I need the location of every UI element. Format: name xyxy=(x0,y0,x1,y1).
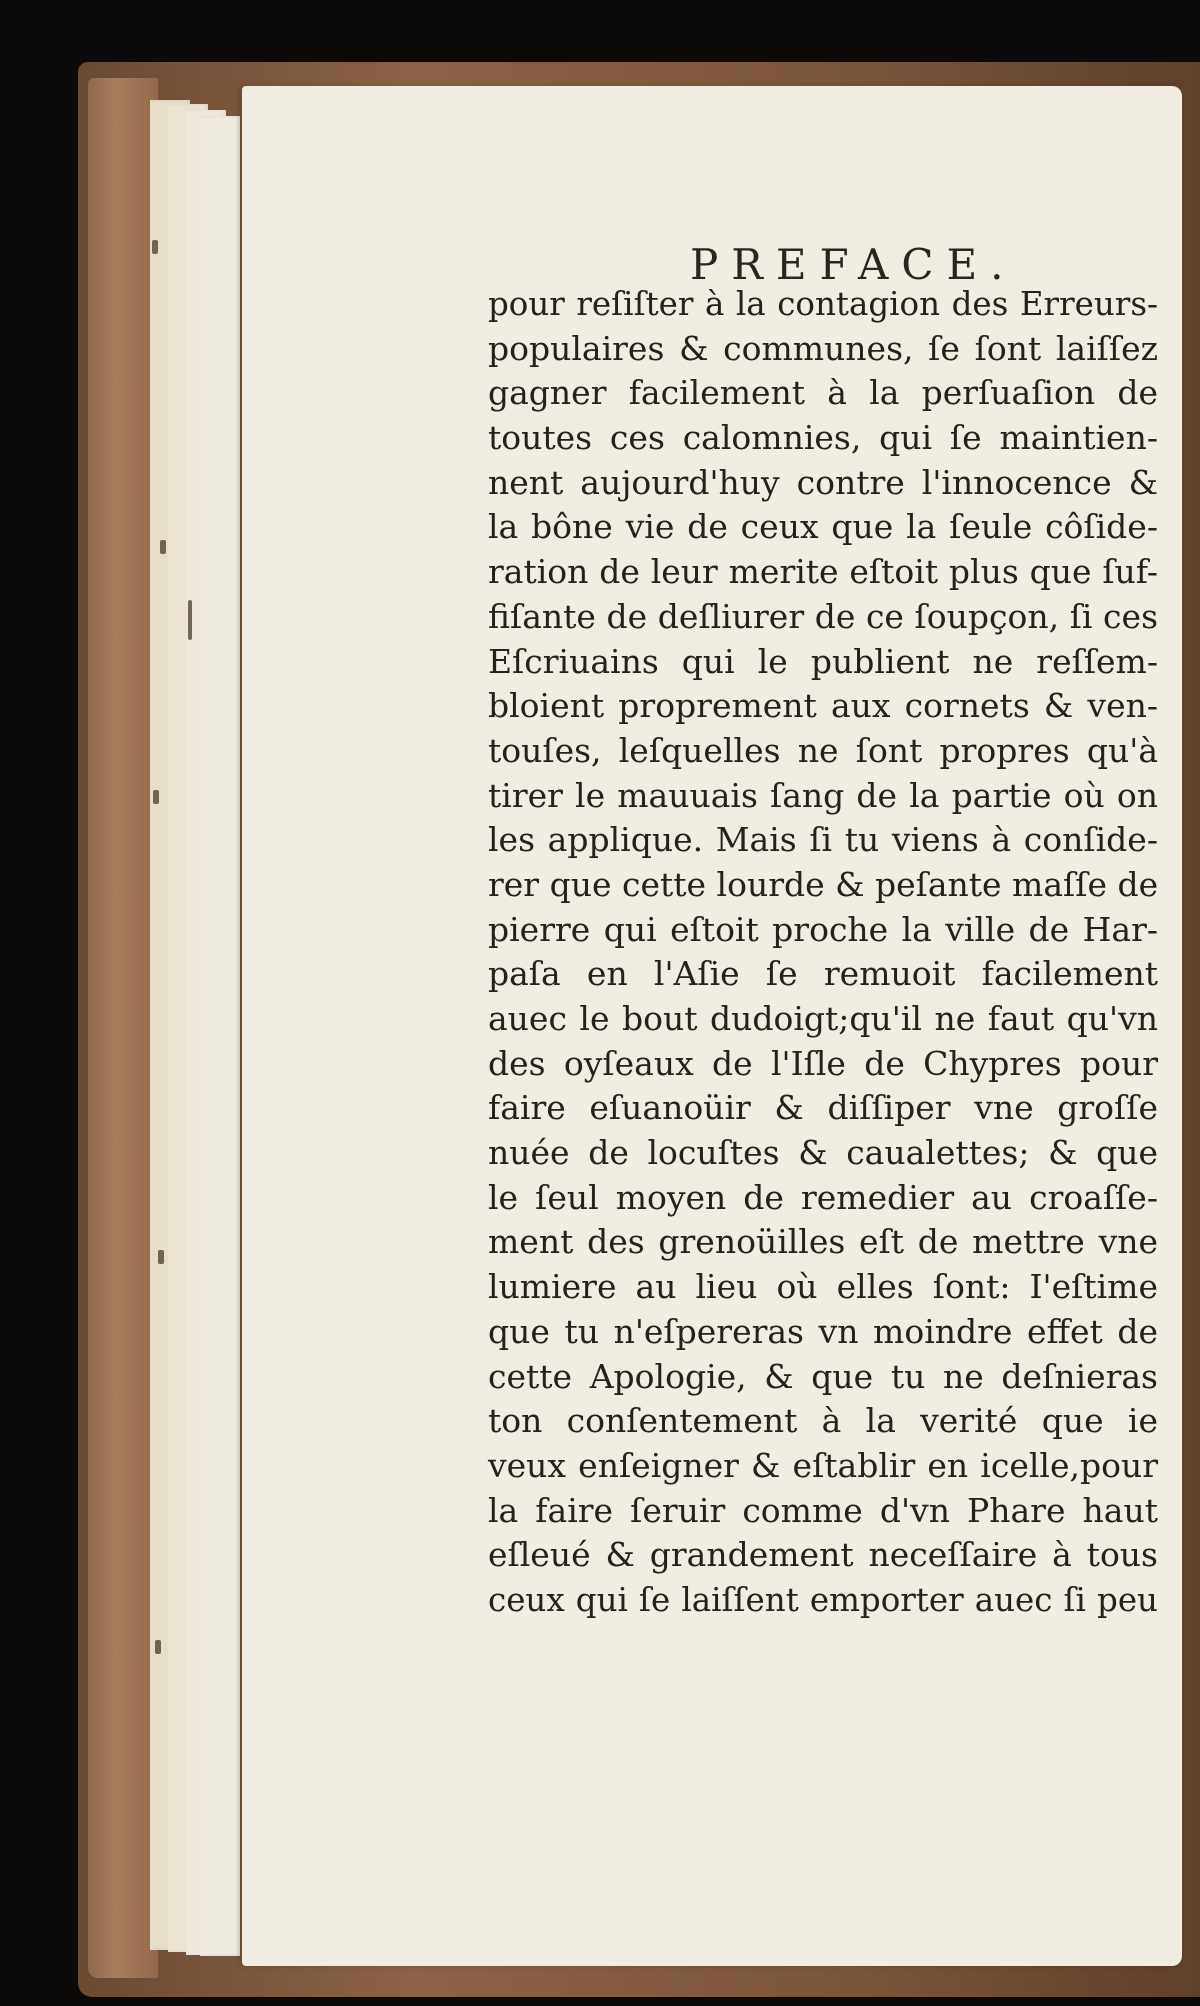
text-line: auec le bout dudoigt;qu'il ne faut qu'vn xyxy=(488,999,1158,1038)
text-line: ceux qui ſe laiſſent emporter auec ſi peu xyxy=(488,1580,1158,1619)
text-block xyxy=(488,282,1158,1623)
cover-board-edge xyxy=(88,78,158,1978)
text-line: pierre qui eſtoit proche la ville de Har- xyxy=(488,909,1158,949)
text-line: ment des grenoüilles eſt de mettre vne xyxy=(488,1222,1158,1262)
foxing-spot xyxy=(152,240,158,254)
text-line: la faire ſeruir comme d'vn Phare haut xyxy=(488,1490,1158,1530)
foxing-spot xyxy=(158,1250,164,1264)
text-line: gagner facilement à la perſuaſion de xyxy=(488,373,1158,413)
text-line: le ſeul moyen de remedier au croaſſe- xyxy=(488,1177,1158,1217)
foxing-spot xyxy=(160,540,166,554)
text-line: lumiere au lieu où elles ſont: I'eſtime xyxy=(488,1267,1158,1307)
text-line: que tu n'eſpereras vn moindre effet de xyxy=(488,1311,1158,1351)
text-line: populaires & communes, ſe ſont laiſſez xyxy=(488,328,1158,368)
text-line: eſleué & grandement neceſſaire à tous xyxy=(488,1535,1158,1575)
text-line: toutes ces calomnies, qui ſe maintien- xyxy=(488,418,1158,458)
text-line: les applique. Mais ſi tu viens à conſide- xyxy=(488,820,1158,860)
text-line: Eſcriuains qui le publient ne reſſem- xyxy=(488,641,1158,681)
text-line: pour reſiſter à la contagion des Erreurs- xyxy=(488,285,1158,323)
text-line: la bône vie de ceux que la ſeule côſide- xyxy=(488,507,1158,547)
text-line: bloient proprement aux cornets & ven- xyxy=(488,686,1158,726)
running-head: PREFACE. xyxy=(690,240,1017,289)
text-line: faire eſuanoüir & diſſiper vne groſſe xyxy=(488,1088,1158,1128)
foxing-spot xyxy=(155,1640,161,1654)
text-line: ration de leur merite eſtoit plus que ſuf- xyxy=(488,552,1158,592)
page-edge xyxy=(200,116,240,1956)
text-line: rer que cette lourde & peſante maſſe de xyxy=(488,864,1159,904)
text-line: touſes, leſquelles ne ſont propres qu'à xyxy=(488,730,1158,770)
foxing-spot xyxy=(153,790,159,804)
text-line: cette Apologie, & que tu ne deſnieras xyxy=(488,1356,1158,1396)
text-line: nent aujourd'huy contre l'innocence & xyxy=(488,462,1158,502)
text-line: des oyſeaux de l'Iſle de Chypres pour xyxy=(488,1043,1158,1083)
text-line: veux enſeigner & eſtablir en icelle,pour xyxy=(488,1445,1158,1485)
text-line: nuée de locuſtes & caualettes; & que xyxy=(488,1133,1158,1173)
text-line: paſa en l'Aſie ſe remuoit facilement xyxy=(488,954,1158,994)
foxing-spot xyxy=(188,600,192,640)
text-line: fiſante de deſliurer de ce ſoupçon, ſi ces xyxy=(488,596,1158,636)
text-line: tirer le mauuais ſang de la partie où on xyxy=(488,775,1158,815)
text-line: ton conſentement à la verité que ie xyxy=(488,1401,1158,1441)
